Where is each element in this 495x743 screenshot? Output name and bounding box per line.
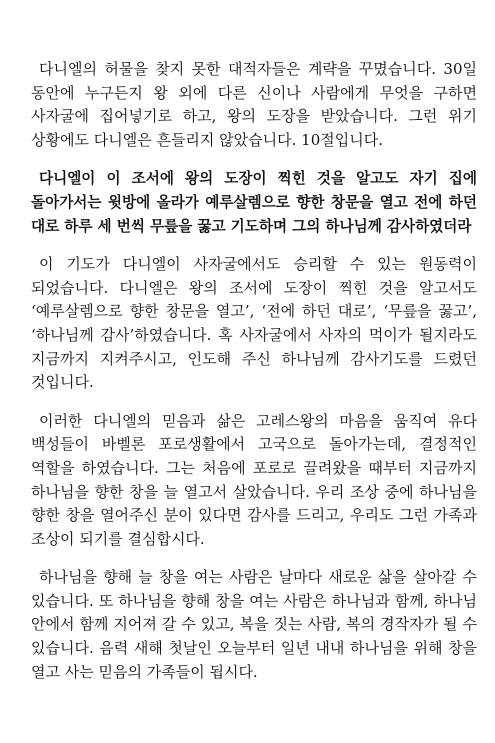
scripture-quote-daniel-6-10: 다니엘이 이 조서에 왕의 도장이 찍힌 것을 알고도 자기 집에 돌아가서는 윗방에 올라가 예루살렘으로 향한 창문을 열고 전에 하던 대로 하루 세 번씩 무릎을 꿇고 기도하며 그의 하나님께 감사하였더라 — [31, 170, 477, 235]
paragraph-plot-of-adversaries: 다니엘의 허물을 찾지 못한 대적자들은 계략을 꾸몄습니다. 30일 동안에 누구든지 왕 외에 다른 신이나 사람에게 무엇을 구하면 사자굴에 집어넣기로 하고, 왕의 도장을 받았습니다. 그런 위기 상황에도 다니엘은 흔들리지 않았습니다. 10절입니다. — [31, 60, 477, 149]
paragraph-power-of-prayer: 이 기도가 다니엘이 사자굴에서도 승리할 수 있는 원동력이 되었습니다. 다니엘은 왕의 조서에 도장이 찍힌 것을 알고서도 ‘예루살렘으로 향한 창문을 열고’, ‘전에 하던 대로’, ‘무릎을 꿇고’, ‘하나님께 감사’하였습니다. 혹 사자굴에서 사자의 먹이가 될지라도 지금까지 지켜주시고, 인도해 주신 하나님께 감사기도를 드렸던 것입니다. — [31, 255, 477, 392]
paragraph-opening-window: 하나님을 향해 늘 창을 여는 사람은 날마다 새로운 삶을 살아갈 수 있습니다. 또 하나님을 향해 창을 여는 사람은 하나님과 함께, 하나님 안에서 함께 지어져 갈 수 있고, 복을 짓는 사람, 복의 경작자가 될 수 있습니다. 음력 새해 첫날인 오늘부터 일년 내내 하나님을 위해 창을 열고 사는 믿음의 가족들이 됩시다. — [31, 568, 477, 681]
paragraph-faith-and-life: 이러한 다니엘의 믿음과 삶은 고레스왕의 마음을 움직여 유다 백성들이 바벨론 포로생활에서 고국으로 돌아가는데, 결정적인 역할을 하였습니다. 그는 처음에 포로로 끌려왔을 때부터 지금까지 하나님을 향한 창을 늘 열고서 살았습니다. 우리 조상 중에 하나님을 향한 창을 열어주신 분이 있다면 감사를 드리고, 우리도 그런 가족과 조상이 되기를 결심합시다. — [31, 411, 477, 548]
